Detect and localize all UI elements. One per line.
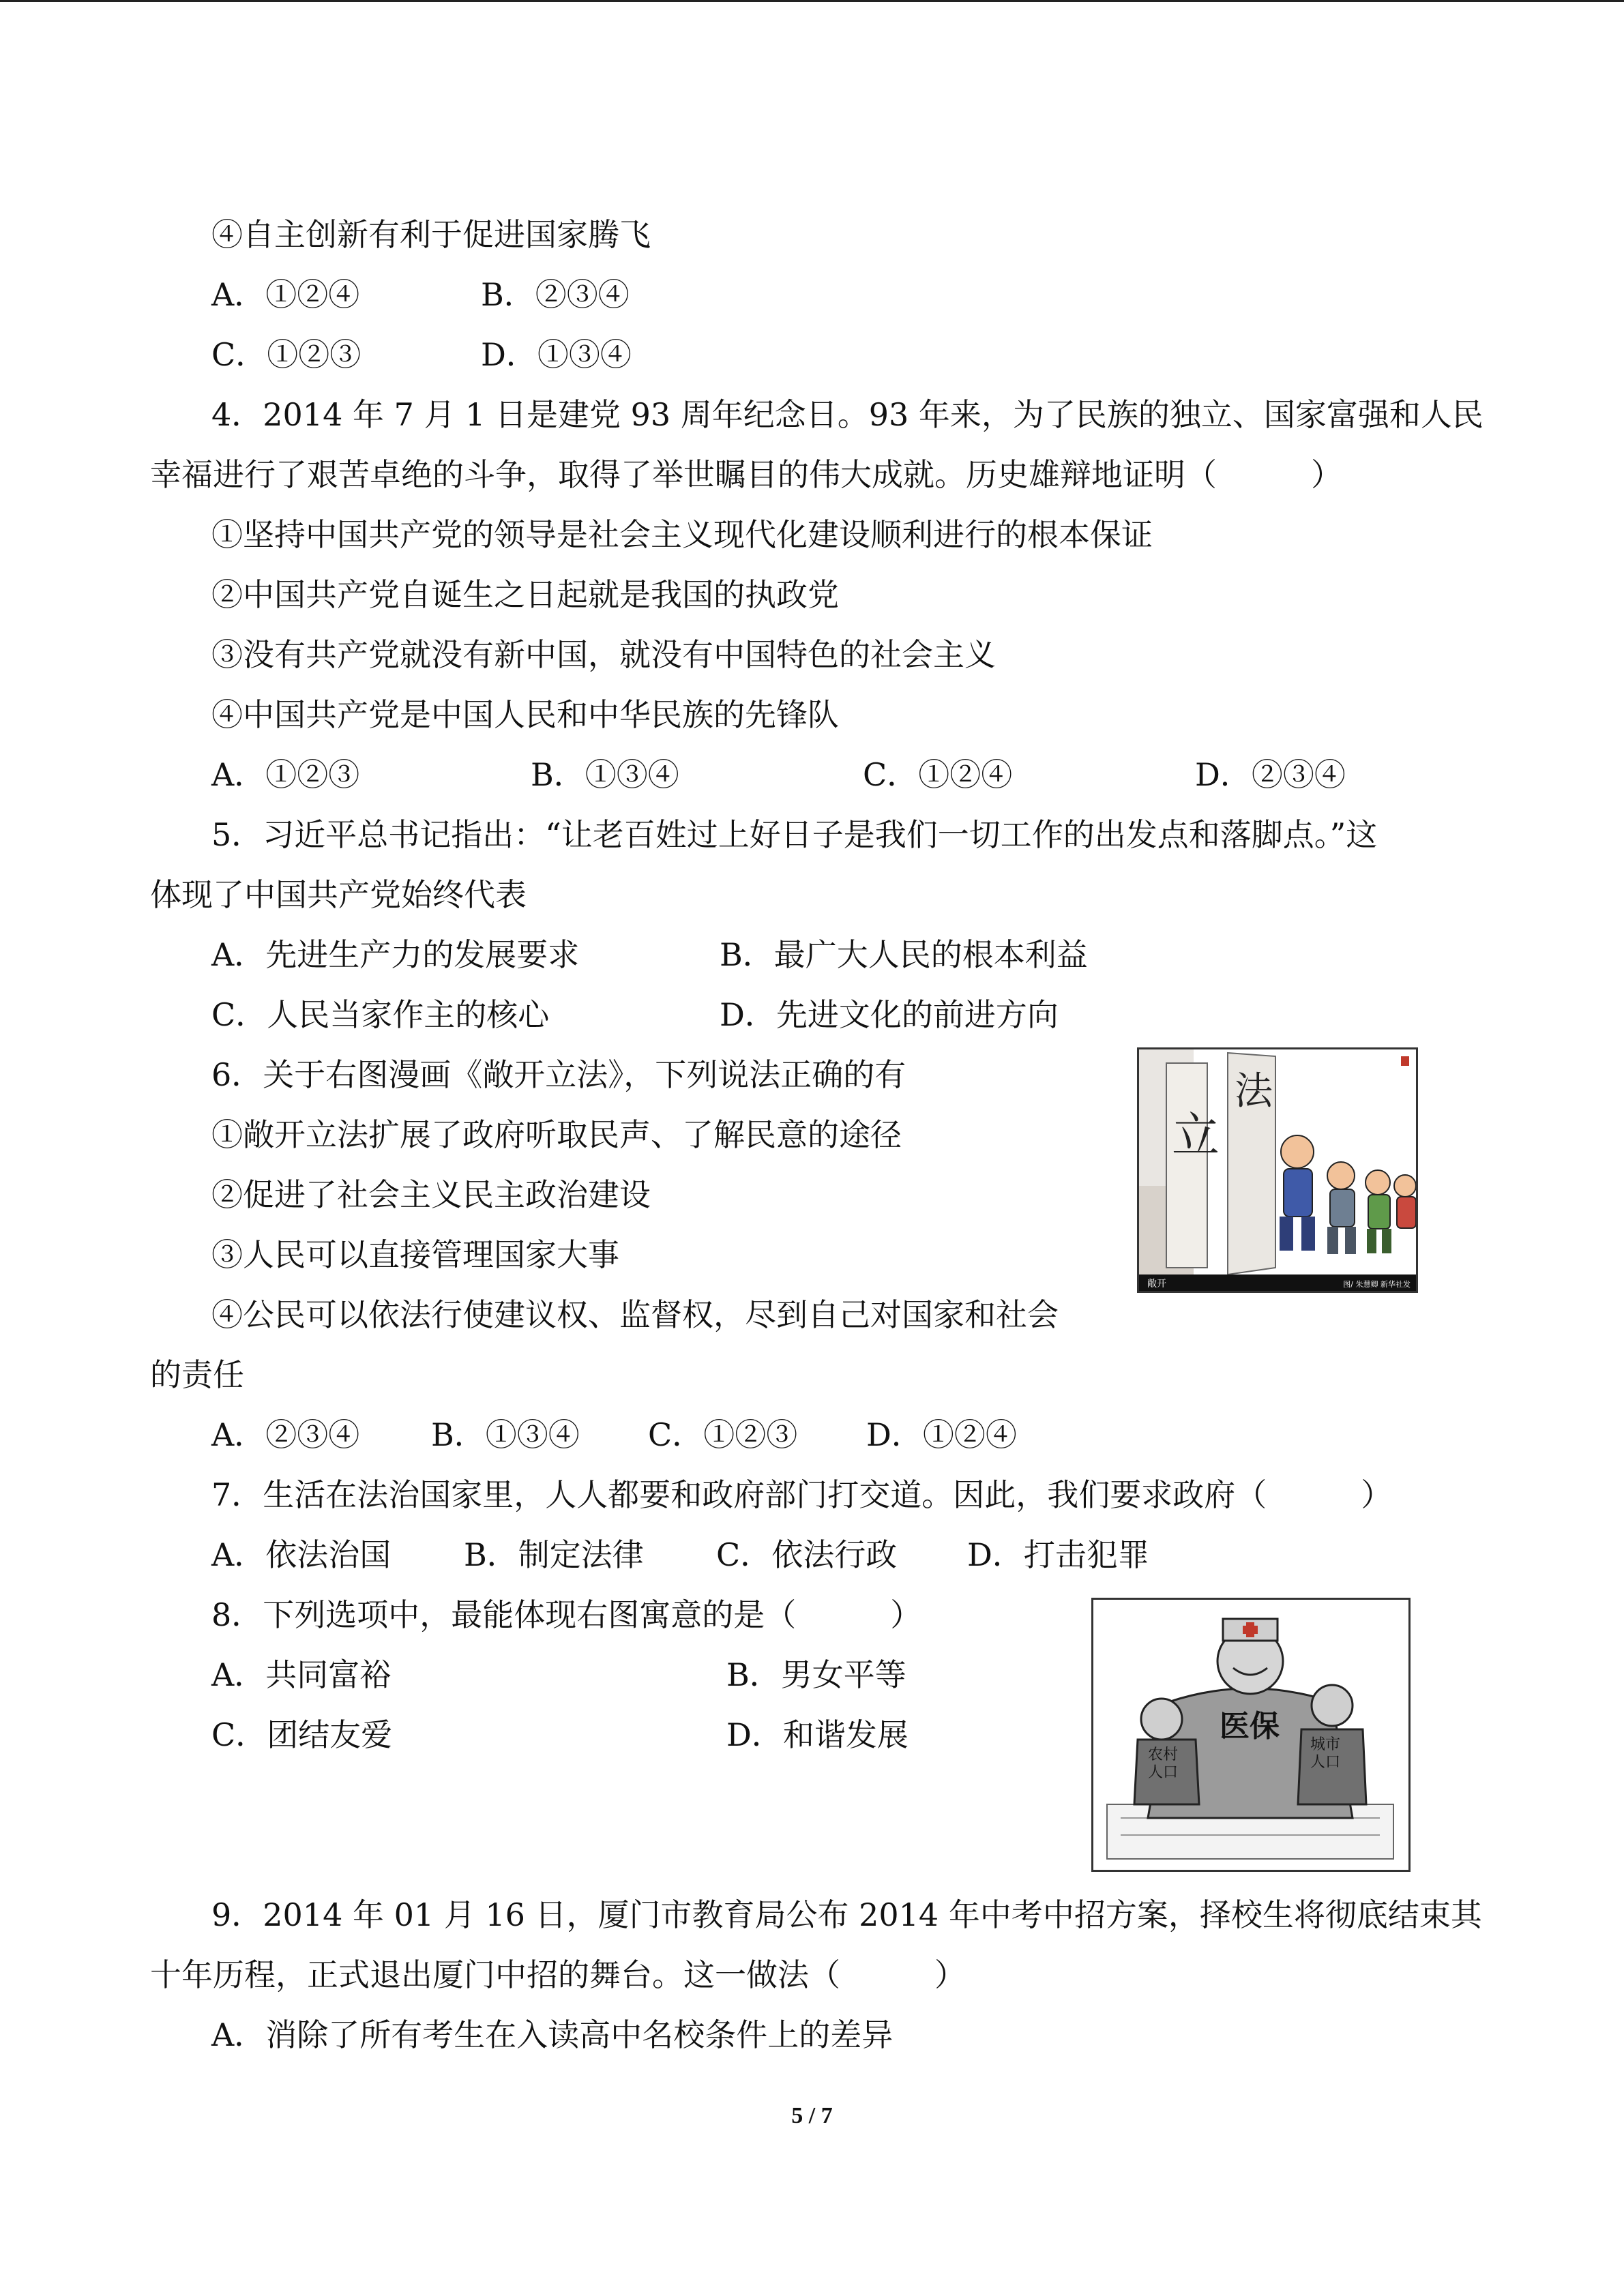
page-number: 5 / 7 xyxy=(791,2103,833,2128)
cartoon-medical-insurance xyxy=(1091,1598,1411,1872)
q8-option-c: C．团结友爱 xyxy=(211,1716,393,1753)
q5-option-b: B．最广大人民的根本利益 xyxy=(720,936,1088,973)
q5-option-c: C．人民当家作主的核心 xyxy=(211,996,550,1033)
q6-option-b: B．①③④ xyxy=(431,1416,580,1453)
cartoon-seal xyxy=(1401,1056,1409,1066)
q9-option-a: A．消除了所有考生在入读高中名校条件上的差异 xyxy=(211,2016,894,2053)
q3-option-c: C．①②③ xyxy=(211,336,361,373)
q9-stem-line1: 9．2014 年 01 月 16 日，厦门市教育局公布 2014 年中考中招方案，择校生将彻底结束其 xyxy=(211,1896,1482,1933)
q6-option-a: A．②③④ xyxy=(211,1416,360,1453)
cartoon-open-legislation xyxy=(1137,1047,1418,1293)
q7-option-a: A．依法治国 xyxy=(211,1536,392,1573)
q8-option-d: D．和谐发展 xyxy=(726,1716,909,1753)
cartoon-char-fa: 法 xyxy=(1235,1069,1273,1114)
q6-option-d: D．①②④ xyxy=(866,1416,1017,1453)
cartoon-caption-right: 图/ 朱慧卿 新华社发 xyxy=(1343,1280,1411,1289)
q4-option-d: D．②③④ xyxy=(1195,756,1346,793)
q6-item4-line2: 的责任 xyxy=(150,1356,244,1393)
cartoon-medical-insurance-drawing xyxy=(1093,1600,1408,1870)
q3-item4: ④自主创新有利于促进国家腾飞 xyxy=(211,216,651,253)
q4-item1: ①坚持中国共产党的领导是社会主义现代化建设顺利进行的根本保证 xyxy=(211,516,1153,553)
q7-stem: 7．生活在法治国家里，人人都要和政府部门打交道。因此，我们要求政府（ ） xyxy=(211,1476,1393,1513)
q4-option-c: C．①②④ xyxy=(863,756,1013,793)
q4-item3: ③没有共产党就没有新中国，就没有中国特色的社会主义 xyxy=(211,636,996,673)
cartoon-label-center: 医保 xyxy=(1220,1709,1280,1744)
q6-item4-line1: ④公民可以依法行使建议权、监督权，尽到自己对国家和社会 xyxy=(211,1296,1059,1333)
cartoon-caption-left: 敞开 xyxy=(1147,1279,1166,1289)
cartoon-label-right: 城市人口 xyxy=(1310,1736,1341,1771)
q8-option-a: A．共同富裕 xyxy=(211,1656,392,1693)
q3-option-d: D．①③④ xyxy=(481,336,632,373)
q4-item2: ②中国共产党自诞生之日起就是我国的执政党 xyxy=(211,576,839,613)
cartoon-char-li: 立 xyxy=(1172,1107,1220,1163)
q9-stem-line2: 十年历程，正式退出厦门中招的舞台。这一做法（ ） xyxy=(150,1956,966,1993)
q4-stem-line2: 幸福进行了艰苦卓绝的斗争，取得了举世瞩目的伟大成就。历史雄辩地证明（ ） xyxy=(150,456,1342,493)
q5-option-a: A．先进生产力的发展要求 xyxy=(211,936,580,973)
q6-item3: ③人民可以直接管理国家大事 xyxy=(211,1236,619,1273)
q8-option-b: B．男女平等 xyxy=(726,1656,906,1693)
q6-item2: ②促进了社会主义民主政治建设 xyxy=(211,1176,651,1213)
q7-option-d: D．打击犯罪 xyxy=(967,1536,1149,1573)
q5-stem-line2: 体现了中国共产党始终代表 xyxy=(150,876,527,913)
q3-option-a: A．①②④ xyxy=(211,276,360,313)
cartoon-open-legislation-drawing xyxy=(1139,1049,1416,1291)
q6-option-c: C．①②③ xyxy=(648,1416,798,1453)
q6-stem: 6．关于右图漫画《敞开立法》，下列说法正确的有 xyxy=(211,1056,906,1093)
page-top-rule xyxy=(0,0,1624,6)
q5-option-d: D．先进文化的前进方向 xyxy=(720,996,1059,1033)
q3-option-b: B．②③④ xyxy=(481,276,630,313)
q8-stem: 8．下列选项中，最能体现右图寓意的是（ ） xyxy=(211,1596,922,1633)
q6-item1: ①敞开立法扩展了政府听取民声、了解民意的途径 xyxy=(211,1116,902,1153)
q4-item4: ④中国共产党是中国人民和中华民族的先锋队 xyxy=(211,696,839,733)
cartoon-label-left: 农村人口 xyxy=(1148,1746,1179,1781)
q7-option-c: C．依法行政 xyxy=(716,1536,898,1573)
q4-stem-line1: 4．2014 年 7 月 1 日是建党 93 周年纪念日。93 年来，为了民族的独立、国家富强和人民 xyxy=(211,396,1483,433)
q4-option-b: B．①③④ xyxy=(531,756,679,793)
q4-option-a: A．①②③ xyxy=(211,756,360,793)
q7-option-b: B．制定法律 xyxy=(464,1536,644,1573)
q5-stem-line1: 5．习近平总书记指出：“让老百姓过上好日子是我们一切工作的出发点和落脚点。”这 xyxy=(211,816,1378,853)
